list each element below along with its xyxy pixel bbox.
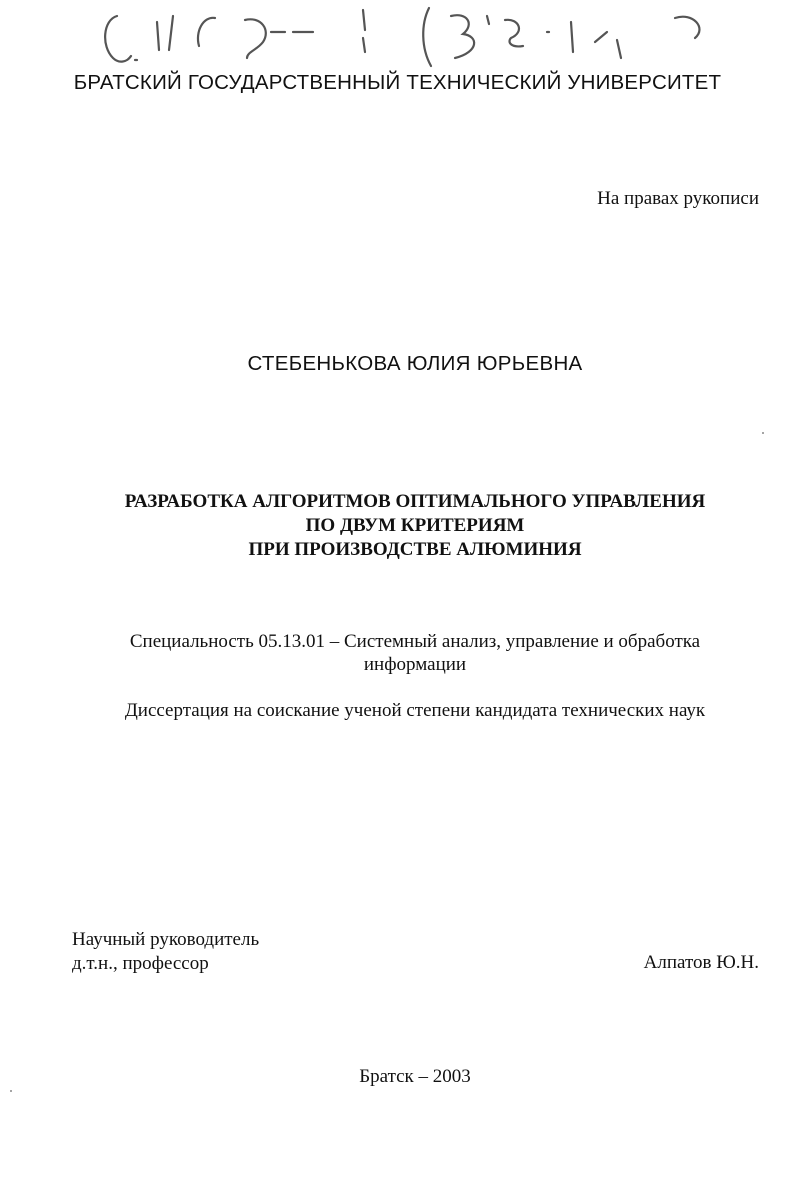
specialty	[0, 630, 795, 676]
title-line: ПО ДВУМ КРИТЕРИЯМ	[305, 515, 525, 536]
author-name: СТЕБЕНЬКОВА ЮЛИЯ ЮРЬЕВНА	[247, 352, 583, 375]
handwritten-archive-mark	[95, 2, 735, 80]
supervisor-block	[72, 928, 259, 976]
rights-note: На правах рукописи	[597, 188, 759, 209]
scan-speck	[762, 432, 764, 434]
university-name: БРАТСКИЙ ГОСУДАРСТВЕННЫЙ ТЕХНИЧЕСКИЙ УНИВЕРСИТЕТ	[73, 71, 722, 94]
supervisor-degree: д.т.н., профессор	[72, 953, 209, 974]
supervisor-name: Алпатов Ю.Н.	[643, 952, 759, 973]
specialty-line: информации	[363, 654, 467, 675]
specialty-line: Специальность 05.13.01 – Системный анализ, управление и обработка	[129, 631, 701, 652]
scan-speck	[10, 1090, 12, 1092]
dissertation-title	[0, 490, 795, 562]
city-year: Братск – 2003	[359, 1066, 471, 1087]
dissertation-degree: Диссертация на соискание ученой степени кандидата технических наук	[124, 700, 706, 721]
title-line: ПРИ ПРОИЗВОДСТВЕ АЛЮМИНИЯ	[248, 539, 582, 560]
supervisor-role: Научный руководитель	[72, 929, 260, 950]
title-line: РАЗРАБОТКА АЛГОРИТМОВ ОПТИМАЛЬНОГО УПРАВЛЕНИЯ	[124, 491, 706, 512]
